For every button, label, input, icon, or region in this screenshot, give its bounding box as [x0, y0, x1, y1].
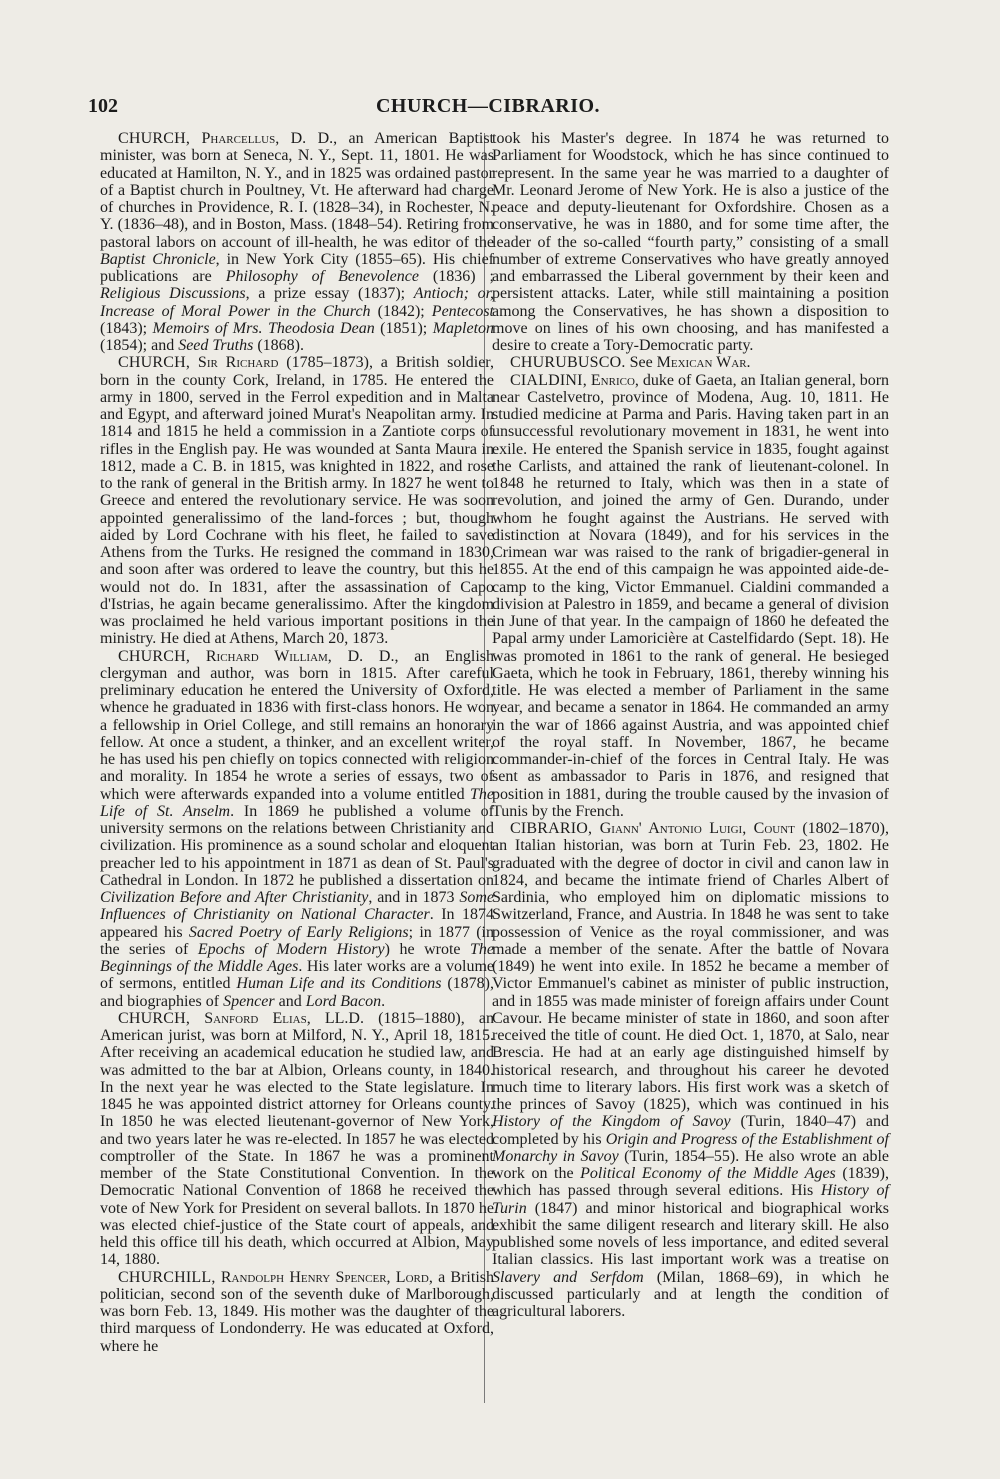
entry-text: (1842); [370, 302, 432, 320]
entry-title: The Life of St. Anselm [100, 785, 494, 820]
running-head: CHURCH—CIBRARIO. [375, 95, 601, 117]
cross-reference: Mexican War [656, 354, 747, 372]
entry-title: Human Life and its Conditions [236, 975, 442, 993]
entry-title: Slavery and Serfdom [492, 1268, 644, 1286]
entry-name: Giann' Antonio Luigi, Count [599, 820, 795, 837]
entry-text: , and in 1873 [368, 889, 460, 906]
entry-cialdini [492, 372, 889, 821]
entry-name: Richard William [205, 647, 328, 665]
entry-church-pharcellus [100, 130, 494, 354]
entry-text: ) he wrote [384, 940, 471, 958]
entry-text: See [625, 354, 657, 372]
entry-headword: CHURCH, [118, 647, 191, 665]
entry-text: (1847) and minor historical and biographical works exhibit the same diligent research and literary skill. He also published some novels of less importance, and edited several Italian classics. His last important work was a treatise on [492, 1199, 889, 1269]
entry-title: Some Influences of Christianity on National Character [100, 889, 494, 924]
entry-text: (1843); [100, 319, 153, 337]
entry-text: ; in 1877 (in the series of [100, 923, 495, 958]
entry-text: (Turin, 1840–47) and completed by his [492, 1113, 889, 1148]
entry-text: (1836) ; [418, 268, 494, 285]
entry-text: and [274, 992, 306, 1010]
entry-text: (1785–1873), a British soldier, born in the county Cork, Ireland, in 1785. He entered the army in 1800, served in the Ferrol expedition and in Malta and Egypt, and afterward joined Murat's Neapolitan army. In 1814 and 1815 he held a commission in a Zantiote corps of rifles in the English pay. He was wounded at Santa Maura in 1812, made a C. B. in 1815, was knighted in 1822, and rose to the rank of general in the British army. In 1827 he went to Greece and entered the revolutionary service. He was soon appointed generalissimo of the land-forces ; but, though aided by Lord Cochrane with his fleet, he failed to save Athens from the Turks. He resigned the command in 1830, and soon after was ordered to leave the country, but this he would not do. In 1831, after the assassination of Capo d'Istrias, he again became generalissimo. After the kingdom was proclaimed he held various important positions in the ministry. He died at Athens, March 20, 1873. [100, 354, 494, 648]
entry-headword: CHURCH, [118, 1009, 191, 1027]
entry-text: . In 1869 he published a volume of university sermons on the relations between Christianity and civilization. His prominence as a sound scholar and eloquent preacher led to his appointment in 1871 as dean of St. Paul's Cathedral in London. In 1872 he published a dissertation on [100, 802, 494, 889]
entry-name: Sanford Elias [204, 1009, 307, 1027]
entry-name: Enrico [590, 371, 635, 389]
entry-name: Randolph Henry Spencer, Lord [220, 1268, 429, 1286]
entry-text: , in New York City (1855–65). His chief publications are [100, 250, 494, 285]
entry-headword: CIALDINI, [510, 371, 587, 389]
entry-title: Mapleton [432, 319, 495, 337]
entry-headword: CHURCH, [118, 354, 191, 372]
entry-text: (Milan, 1868–69), in which he discussed particularly and at length the condition of agricultural laborers. [492, 1268, 889, 1320]
entry-name: Pharcellus [201, 130, 276, 147]
entry-title: Sacred Poetry of Early Religions [188, 923, 409, 941]
entry-title: Religious Discussions [100, 285, 246, 303]
entry-text: , D. D., an English clergyman and author, was born in 1815. After careful preliminary education he entered the University of Oxford, whence he graduated in 1836 with first-class honors. He won a fellowship in Oriel College, and still remains an honorary fellow. At once a student, a thinker, and an excellent writer, he has used his pen chiefly on topics connected with religion and morality. In 1854 he wrote a series of essays, two of which were afterwards expanded into a volume entitled [100, 647, 494, 803]
entry-title: History of the Kingdom of Savoy [492, 1113, 731, 1131]
entry-text: . [381, 992, 386, 1010]
entry-church-sanford-elias [100, 1010, 494, 1269]
entry-headword: CHURUBUSCO. [510, 354, 626, 372]
entry-title: Civilization Before and After Christianity [100, 889, 369, 906]
entry-text: (1802–1870), an Italian historian, was born at Turin Feb. 23, 1802. He graduated with the degree of doctor in civil and canon law in 1824, and became the intimate friend of Charles Albert of Sardinia, who employed him on diplomatic missions to Switzerland, France, and Austria. In 1848 he was sent to take possession of Venice as the royal commissioner, and was made a member of the senate. After the battle of Novara (1849) he went into exile. In 1852 he became a member of Victor Emmanuel's cabinet as minister of public instruction, and in 1855 was made minister of foreign affairs under Count Cavour. He became minister of state in 1860, and soon after received the title of count. He died Oct. 1, 1870, at Salo, near Brescia. He had at an early age distinguished himself by historical research, and throughout his career he devoted much time to literary labors. His first work was a sketch of the princes of Savoy (1825), which was continued in his [492, 820, 890, 1113]
entry-church-richard-william [100, 648, 494, 1010]
entry-headword: CHURCH, [118, 130, 191, 147]
entry-text: . In 1874 appeared his [100, 906, 495, 941]
entry-churchill [100, 1269, 494, 1355]
entry-title: Memoirs of Mrs. Theodosia Dean [152, 319, 375, 337]
entry-title: Philosophy of Benevolence [225, 268, 419, 285]
entry-headword: CHURCHILL, [118, 1268, 216, 1286]
entry-title: The Beginnings of the Middle Ages [100, 940, 495, 975]
page-number: 102 [88, 95, 118, 117]
entry-text: (1878), and biographies of [100, 975, 495, 1010]
entry-text: (1839), which has passed through several editions. His [492, 1165, 890, 1200]
entry-title: Seed Truths [178, 337, 254, 354]
entry-text: (1868). [253, 337, 304, 354]
right-column [492, 130, 889, 1320]
entry-church-sir-richard [100, 354, 494, 647]
entry-text: (1851); [374, 319, 433, 337]
entry-churchill-continued [492, 130, 889, 354]
entry-title: History of Turin [492, 1182, 889, 1217]
entry-title: Origin and Progress of the Establishment of Monarchy in Savoy [492, 1130, 889, 1165]
entry-title: Baptist Chronicle [100, 250, 216, 268]
entry-name: Sir Richard [197, 354, 279, 372]
entry-title: Epochs of Modern History [197, 940, 385, 958]
entry-text: . His later works are a volume of sermons, entitled [100, 958, 494, 993]
left-column [100, 130, 494, 1355]
entry-title: Spencer [223, 992, 275, 1010]
entry-text: (Turin, 1854–55). He also wrote an able work on the [492, 1147, 889, 1182]
entry-title: Lord Bacon [305, 992, 382, 1010]
entry-title: Antioch; or, Increase of Moral Power in the Church [100, 285, 495, 320]
entry-text: (1854); and [100, 337, 179, 354]
entry-title: Political Economy of the Middle Ages [580, 1165, 836, 1182]
entry-text: , D. D., an American Baptist minister, was born at Seneca, N. Y., Sept. 11, 1801. He was educated at Hamilton, N. Y., and in 1825 was ordained pastor of a Baptist church in Poultney, Vt. He afterward had charge of churches in Providence, R. I. (1828–34), in Rochester, N. Y. (1836–48), and in Boston, Mass. (1848–54). Retiring from pastoral labors on account of ill-health, he was editor of the [100, 130, 495, 251]
entry-text: took his Master's degree. In 1874 he was returned to Parliament for Woodstock, which he has since continued to represent. In the same year he was married to a daughter of Mr. Leonard Jerome of New York. He is also a justice of the peace and deputy-lieutenant for Oxfordshire. Chosen as a conservative, he was in 1880, and for some time after, the leader of the so-called “fourth party,” consisting of a small number of extreme Conservatives who have greatly annoyed and embarrassed the Liberal government by their keen and persistent attacks. Later, while still maintaining a position among the Conservatives, he has shown a disposition to move on lines of his own choosing, and has manifested a desire to create a Tory-Democratic party. [492, 130, 889, 354]
entry-churubusco [492, 354, 889, 371]
entry-text: , a British politician, second son of the seventh duke of Marlborough, was born Feb. 13, 1849. His mother was the daughter of the third marquess of Londonderry. He was educated at Oxford, where he [100, 1268, 494, 1355]
entry-headword: CIBRARIO, [510, 820, 593, 837]
entry-cibrario [492, 820, 889, 1320]
entry-text: , a prize essay (1837); [245, 285, 414, 303]
entry-title: Pentecost [431, 302, 494, 320]
entry-text: , duke of Gaeta, an Italian general, born near Castelvetro, province of Modena, Aug. 10, 1811. He studied medicine at Parma and Paris. Having taken part in an unsuccessful revolutionary movement in 1831, he went into exile. He entered the Spanish service in 1835, fought against the Carlists, and attained the rank of lieutenant-colonel. In 1848 he returned to Italy, which was then in a state of revolution, and joined the army of Gen. Durando, under whom he fought against the Austrians. He served with distinction at Novara (1849), and for his services in the Crimean war was raised to the rank of brigadier-general in 1855. At the end of this campaign he was appointed aide-de-camp to the king, Victor Emmanuel. Cialdini commanded a division at Palestro in 1859, and became a general of division in June of that year. In the campaign of 1860 he defeated the Papal army under Lamoricière at Castelfidardo (Sept. 18). He was promoted in 1861 to the rank of general. He besieged Gaeta, which he took in February, 1861, thereby winning his title. He was elected a member of Parliament in the same year, and became a senator in 1864. He commanded an army in the war of 1866 against Austria, and was appointed chief of the royal staff. In November, 1867, he became commander-in-chief of the forces in Central Italy. He was sent as ambassador to Paris in 1876, and resigned that position in 1881, during the trouble caused by the invasion of Tunis by the French. [492, 371, 890, 820]
entry-text: . [746, 354, 751, 372]
page-header [88, 95, 888, 121]
entry-text: , LL.D. (1815–1880), an American jurist, was born at Milford, N. Y., April 18, 1815. After receiving an academical education he studied law, and was admitted to the bar at Albion, Orleans county, in 1840. In the next year he was elected to the State legislature. In 1845 he was appointed district attorney for Orleans county. In 1850 he was elected lieutenant-governor of New York, and two years later he was re-elected. In 1857 he was elected comptroller of the State. In 1867 he was a prominent member of the State Constitutional Convention. In the Democratic National Convention of 1868 he received the vote of New York for President on several ballots. In 1870 he was elected chief-justice of the State court of appeals, and held this office till his death, which occurred at Albion, May 14, 1880. [100, 1009, 494, 1269]
